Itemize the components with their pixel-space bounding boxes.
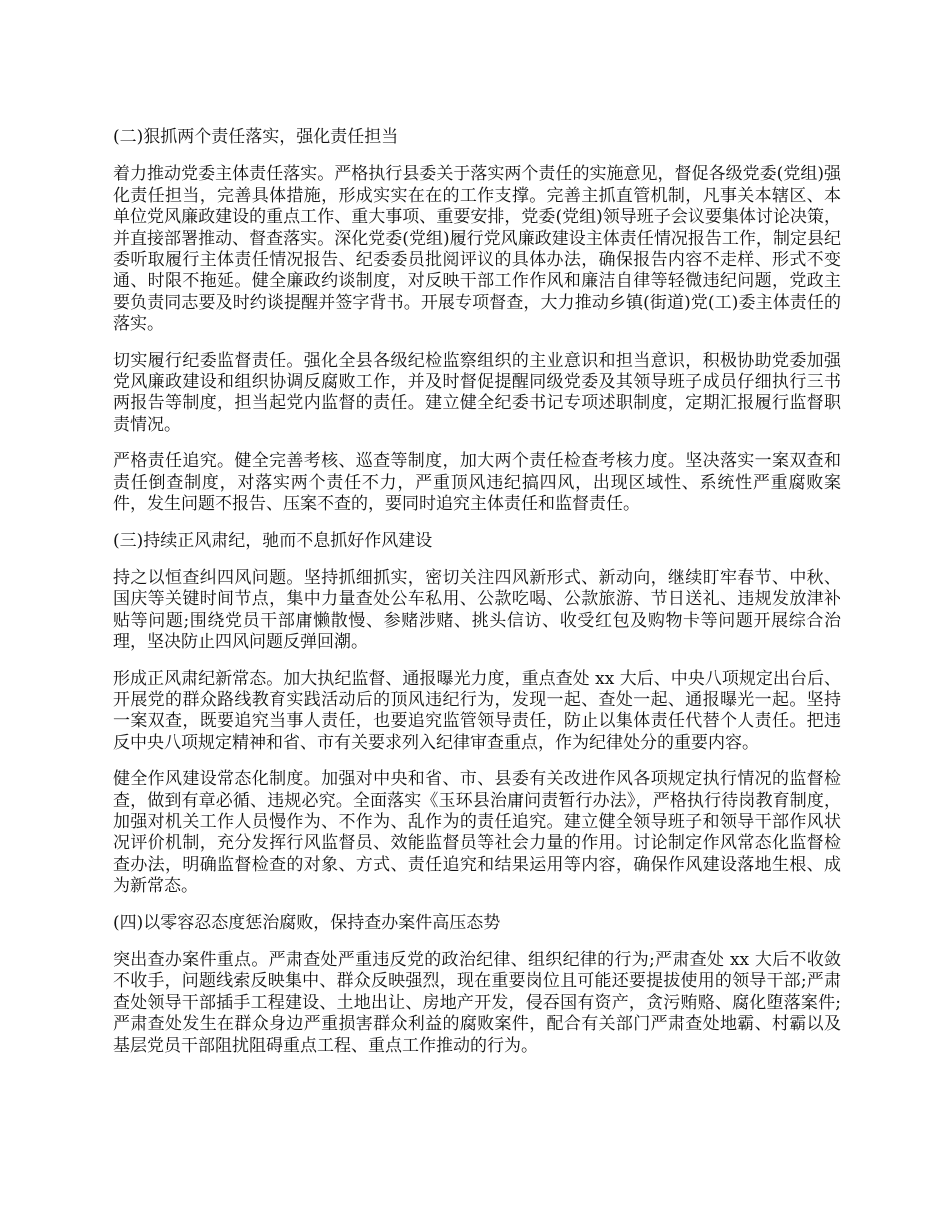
paragraph-four-winds: 持之以恒查纠四风问题。坚持抓细抓实，密切关注四风新形式、新动向，继续盯牢春节、中秋、国庆等关键时间节点，集中力量查处公车私用、公款吃喝、公款旅游、节日送礼、违规发放津补贴等问题;围绕党员干部庸懒散慢、参赌涉赌、挑头信访、收受红包及购物卡等问题开展综合治理，坚决防止四风问题反弹回潮。 [113,567,841,653]
paragraph-accountability: 严格责任追究。健全完善考核、巡查等制度，加大两个责任检查考核力度。坚决落实一案双查和责任倒查制度，对落实两个责任不力，严重顶风违纪搞四风，出现区域性、系统性严重腐败案件，发生问题不报告、压案不查的，要同时追究主体责任和监督责任。 [113,451,841,515]
paragraph-new-normal: 形成正风肃纪新常态。加大执纪监督、通报曝光力度，重点查处 xx 大后、中央八项规定出台后、开展党的群众路线教育实践活动后的顶风违纪行为，发现一起、查处一起、通报曝光一起。坚持一案双查，既要追究当事人责任，也要追究监管领导责任，防止以集体责任代替个人责任。把违反中央八项规定精神和省、市有关要求列入纪律审查重点，作为纪律处分的重要内容。 [113,668,841,753]
document-body [113,127,841,1072]
section-heading-3: (三)持续正风肃纪，驰而不息抓好作风建设 [113,530,433,551]
paragraph-style-system: 健全作风建设常态化制度。加强对中央和省、市、县委有关改进作风各项规定执行情况的监督检查，做到有章必循、违规必究。全面落实《玉环县治庸问责暂行办法》，严格执行待岗教育制度，加强对机关工作人员慢作为、不作为、乱作为的责任追究。建立健全领导班子和领导干部作风状况评价机制，充分发挥行风监督员、效能监督员等社会力量的作用。讨论制定作风常态化监督检查办法，明确监督检查的对象、方式、责任追究和结果运用等内容，确保作风建设落地生根、成为新常态。 [113,769,841,897]
paragraph-party-committee-responsibility: 着力推动党委主体责任落实。严格执行县委关于落实两个责任的实施意见，督促各级党委(党组)强化责任担当，完善具体措施，形成实实在在的工作支撑。完善主抓直管机制，凡事关本辖区、本单位党风廉政建设的重点工作、重大事项、重要安排，党委(党组)领导班子会议要集体讨论决策，并直接部署推动、督查落实。深化党委(党组)履行党风廉政建设主体责任情况报告工作，制定县纪委听取履行主体责任情况报告、纪委委员批阅评议的具体办法，确保报告内容不走样、形式不变通、时限不拖延。健全廉政约谈制度，对反映干部工作作风和廉洁自律等轻微违纪问题，党政主要负责同志要及时约谈提醒并签字背书。开展专项督查，大力推动乡镇(街道)党(工)委主体责任的落实。 [113,164,841,335]
paragraph-case-priorities: 突出查办案件重点。严肃查处严重违反党的政治纪律、组织纪律的行为;严肃查处 xx 大后不收敛不收手，问题线索反映集中、群众反映强烈，现在重要岗位且可能还要提拔使用的领导干部;严肃查处领导干部插手工程建设、土地出让、房地产开发，侵吞国有资产，贪污贿赂、腐化堕落案件;严肃查处发生在群众身边严重损害群众利益的腐败案件，配合有关部门严肃查处地霸、村霸以及基层党员干部阻扰阻碍重点工程、重点工作推动的行为。 [113,950,841,1056]
section-heading-4: (四)以零容忍态度惩治腐败，保持查办案件高压态势 [113,912,501,933]
section-heading-2: (二)狠抓两个责任落实，强化责任担当 [113,127,399,147]
paragraph-discipline-supervision: 切实履行纪委监督责任。强化全县各级纪检监察组织的主业意识和担当意识，积极协助党委加强党风廉政建设和组织协调反腐败工作，并及时督促提醒同级党委及其领导班子成员仔细执行三书两报告等制度，担当起党内监督的责任。建立健全纪委书记专项述职制度，定期汇报履行监督职责情况。 [113,350,841,435]
